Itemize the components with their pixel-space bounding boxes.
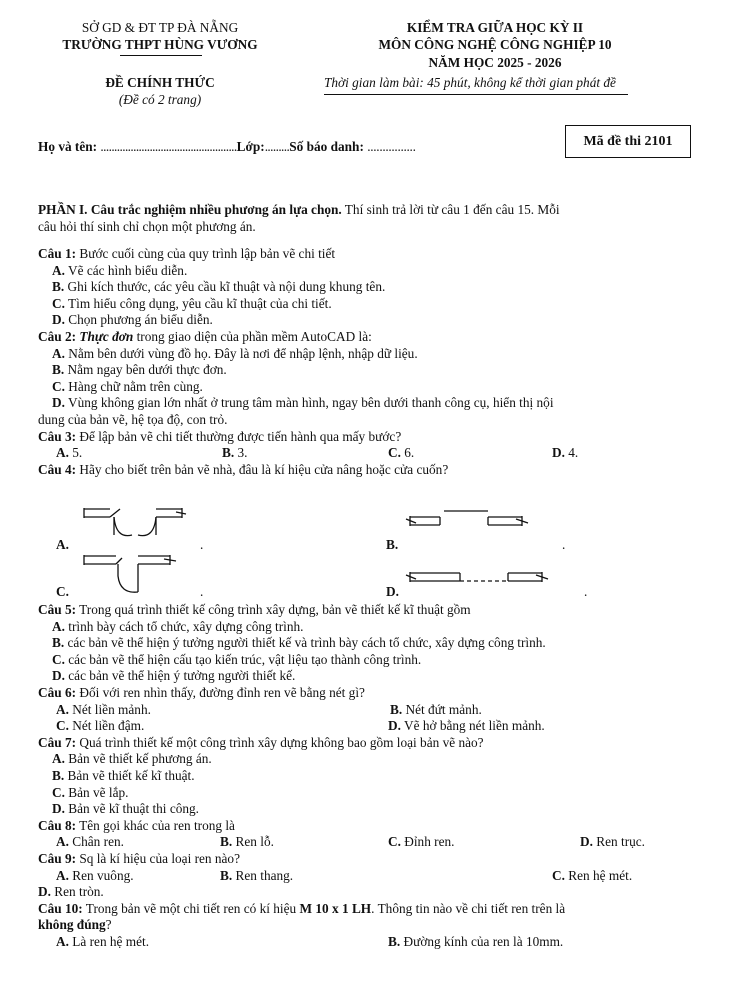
question-text: Quá trình thiết kế một công trình xây dựng không bao gồm loại bản vẽ nào? xyxy=(76,734,484,750)
time-note: Thời gian làm bài: 45 phút, không kể thời gian phát đề xyxy=(324,75,616,90)
header-left-rule xyxy=(120,55,202,56)
question-6-options-cd xyxy=(38,718,694,735)
time-note-rule xyxy=(324,94,628,95)
question-number: Câu 5: xyxy=(38,602,77,617)
dept-name: SỞ GD & ĐT TP ĐÀ NẴNG xyxy=(81,20,239,35)
option-a[interactable]: A. Là ren hệ mét. xyxy=(56,933,150,949)
question-number: Câu 10: xyxy=(38,900,83,916)
question-number: Câu 3: xyxy=(38,428,77,444)
q4-option-d-label[interactable]: D. xyxy=(386,584,399,599)
option-a[interactable]: A. Vẽ các hình biểu diễn. xyxy=(52,262,188,278)
question-text: Trong bản vẽ một chi tiết ren có kí hiệu xyxy=(82,900,300,916)
student-info-line xyxy=(38,139,416,155)
id-label: Số báo danh: xyxy=(289,139,364,154)
option-c[interactable]: C. Tìm hiểu công dụng, yêu cầu kĩ thuật của chi tiết. xyxy=(52,295,332,311)
question-number: Câu 6: xyxy=(38,684,77,700)
question-6 xyxy=(38,685,694,702)
questions-block-2 xyxy=(38,602,694,950)
option-a[interactable]: A. Bản vẽ thiết kế phương án. xyxy=(52,751,212,767)
class-field[interactable]: ......... xyxy=(264,139,290,154)
id-field[interactable]: ................ xyxy=(367,139,416,154)
door-symbol-a-icon[interactable] xyxy=(80,505,190,545)
option-c[interactable]: C. Ren hệ mét. xyxy=(552,867,633,883)
option-b[interactable]: B. Đường kính của ren là 10mm. xyxy=(388,933,564,949)
thread-code: M 10 x 1 LH xyxy=(299,900,372,916)
question-number: Câu 1: xyxy=(38,246,77,261)
question-number: Câu 9: xyxy=(38,850,77,866)
door-symbol-b-icon[interactable] xyxy=(404,505,544,535)
option-c[interactable]: C. Nét liền đậm. xyxy=(56,718,145,734)
pages-note: (Đề có 2 trang) xyxy=(118,92,202,107)
option-c[interactable]: C. các bản vẽ thể hiện cấu tạo kiến trúc, vật liệu tạo thành công trình. xyxy=(52,651,422,667)
question-text: Đối với ren nhìn thấy, đường đỉnh ren vẽ bằng nét gì? xyxy=(76,684,365,700)
question-text: Hãy cho biết trên bản vẽ nhà, đâu là kí hiệu cửa nâng hoặc cửa cuốn? xyxy=(76,461,449,477)
option-b[interactable]: B. 3. xyxy=(222,445,248,461)
question-text: trong giao diện của phần mềm AutoCAD là: xyxy=(133,328,372,344)
school-year: NĂM HỌC 2025 - 2026 xyxy=(428,55,562,70)
section-instruction-1: Thí sinh trả lời từ câu 1 đến câu 15. Mỗi xyxy=(341,202,560,217)
option-b[interactable]: B. Ren lỗ. xyxy=(220,834,274,850)
section-title: PHẦN I. Câu trắc nghiệm nhiều phương án lựa chọn. xyxy=(38,202,342,217)
option-d[interactable]: D. Vẽ hở bằng nét liền mảnh. xyxy=(388,718,545,734)
exam-title: KIỂM TRA GIỮA HỌC KỲ II xyxy=(406,20,584,35)
option-d[interactable]: D. Ren trục. xyxy=(580,834,646,850)
question-9 xyxy=(38,851,694,868)
question-number: Câu 7: xyxy=(38,734,77,750)
option-d[interactable]: D. Bản vẽ kĩ thuật thi công. xyxy=(52,801,199,817)
q4-option-b-label[interactable]: B. xyxy=(386,537,399,552)
question-1 xyxy=(38,246,694,263)
question-8 xyxy=(38,818,694,835)
question-10: Câu 10: Trong bản vẽ một chi tiết ren có kí hiệu M 10 x 1 LH. Thông tin nào về chi tiết ren trên là xyxy=(38,900,566,916)
option-d[interactable]: D. Vùng không gian lớn nhất ở trung tâm màn hình, ngay bên dưới thanh công cụ, hiển thị nội xyxy=(52,395,554,411)
question-text: Sq là kí hiệu của loại ren nào? xyxy=(76,850,240,866)
q4-option-a-dot: . xyxy=(200,537,204,552)
question-2 xyxy=(38,329,694,346)
option-a[interactable]: A. Nét liền mảnh. xyxy=(56,701,151,717)
question-number: Câu 8: xyxy=(38,817,77,833)
question-6-options-ab xyxy=(38,702,694,719)
name-label: Họ và tên: xyxy=(38,139,98,154)
school-name: TRƯỜNG THPT HÙNG VƯƠNG xyxy=(62,37,258,52)
q4-option-b-dot: . xyxy=(562,537,566,552)
door-symbol-c-icon[interactable] xyxy=(80,552,190,598)
option-b[interactable]: B. Ren thang. xyxy=(220,867,294,883)
option-d[interactable]: D. Chọn phương án biểu diễn. xyxy=(52,312,213,328)
section-intro xyxy=(38,202,694,235)
question-10-continued: không đúng? xyxy=(38,917,112,933)
option-c[interactable]: C. 6. xyxy=(388,445,415,461)
q4-option-c-label[interactable]: C. xyxy=(56,584,69,599)
option-c[interactable]: C. Hàng chữ nằm trên cùng. xyxy=(52,378,203,394)
question-text: Để lập bản vẽ chi tiết thường được tiến hành qua mấy bước? xyxy=(76,428,402,444)
class-label: Lớp: xyxy=(236,139,265,154)
option-c[interactable]: C. Bản vẽ lắp. xyxy=(52,784,129,800)
name-field[interactable]: .................................................. xyxy=(100,139,237,154)
option-d[interactable]: D. 4. xyxy=(552,445,579,461)
question-9-option-d[interactable]: D. Ren tròn. xyxy=(38,884,104,900)
subject-title: MÔN CÔNG NGHỆ CÔNG NGHIỆP 10 xyxy=(378,37,612,52)
question-number: Câu 2: xyxy=(38,328,77,344)
question-5 xyxy=(38,602,694,619)
question-8-options xyxy=(38,834,694,851)
question-text: Tên gọi khác của ren trong là xyxy=(76,817,235,833)
option-b[interactable]: B. Bản vẽ thiết kế kĩ thuật. xyxy=(52,767,195,783)
door-symbol-d-icon[interactable] xyxy=(404,565,554,593)
q4-option-c-dot: . xyxy=(200,584,204,599)
question-9-options xyxy=(38,868,694,885)
section-instruction xyxy=(38,202,694,235)
option-a[interactable]: A. Nằm bên dưới vùng đồ họ. Đây là nơi để nhập lệnh, nhập dữ liệu. xyxy=(52,345,418,361)
question-3-options xyxy=(38,445,694,462)
question-number: Câu 4: xyxy=(38,461,77,477)
q4-option-d-dot: . xyxy=(584,584,588,599)
option-b[interactable]: B. Nằm ngay bên dưới thực đơn. xyxy=(52,362,227,378)
q4-option-a-label[interactable]: A. xyxy=(56,537,69,552)
question-text: Trong quá trình thiết kế công trình xây dựng, bản vẽ thiết kế kĩ thuật gồm xyxy=(76,602,471,617)
option-c[interactable]: C. Đỉnh ren. xyxy=(388,834,455,850)
question-3 xyxy=(38,429,694,446)
section-instruction-2: câu hỏi thí sinh chỉ chọn một phương án. xyxy=(38,218,256,234)
option-b[interactable]: B. các bản vẽ thể hiện ý tưởng người thiết kế và trình bày cách tổ chức, xây dựng công trình. xyxy=(52,635,546,651)
official-label: ĐỀ CHÍNH THỨC xyxy=(105,75,215,90)
question-emphasis: Thực đơn xyxy=(76,328,134,344)
option-a[interactable]: A. trình bày cách tổ chức, xây dựng công trình. xyxy=(52,618,304,634)
questions-block-1 xyxy=(38,246,694,478)
option-b[interactable]: B. Nét đứt mảnh. xyxy=(390,701,482,717)
option-a[interactable]: A. Ren vuông. xyxy=(56,867,134,883)
question-10-options-ab xyxy=(38,934,694,951)
option-a[interactable]: A. Chân ren. xyxy=(56,834,124,850)
option-d[interactable]: D. các bản vẽ thể hiện ý tưởng người thiết kế. xyxy=(52,668,296,684)
question-4 xyxy=(38,462,694,479)
question-7 xyxy=(38,735,694,752)
option-b[interactable]: B. Ghi kích thước, các yêu cầu kĩ thuật và nội dung khung tên. xyxy=(52,279,386,295)
option-d-continued: dung của bản vẽ, hệ tọa độ, con trỏ. xyxy=(38,411,228,427)
exam-code-box: Mã đề thi 2101 xyxy=(565,125,691,158)
question-text: Bước cuối cùng của quy trình lập bản vẽ chi tiết xyxy=(76,246,336,261)
option-a[interactable]: A. 5. xyxy=(56,445,83,461)
